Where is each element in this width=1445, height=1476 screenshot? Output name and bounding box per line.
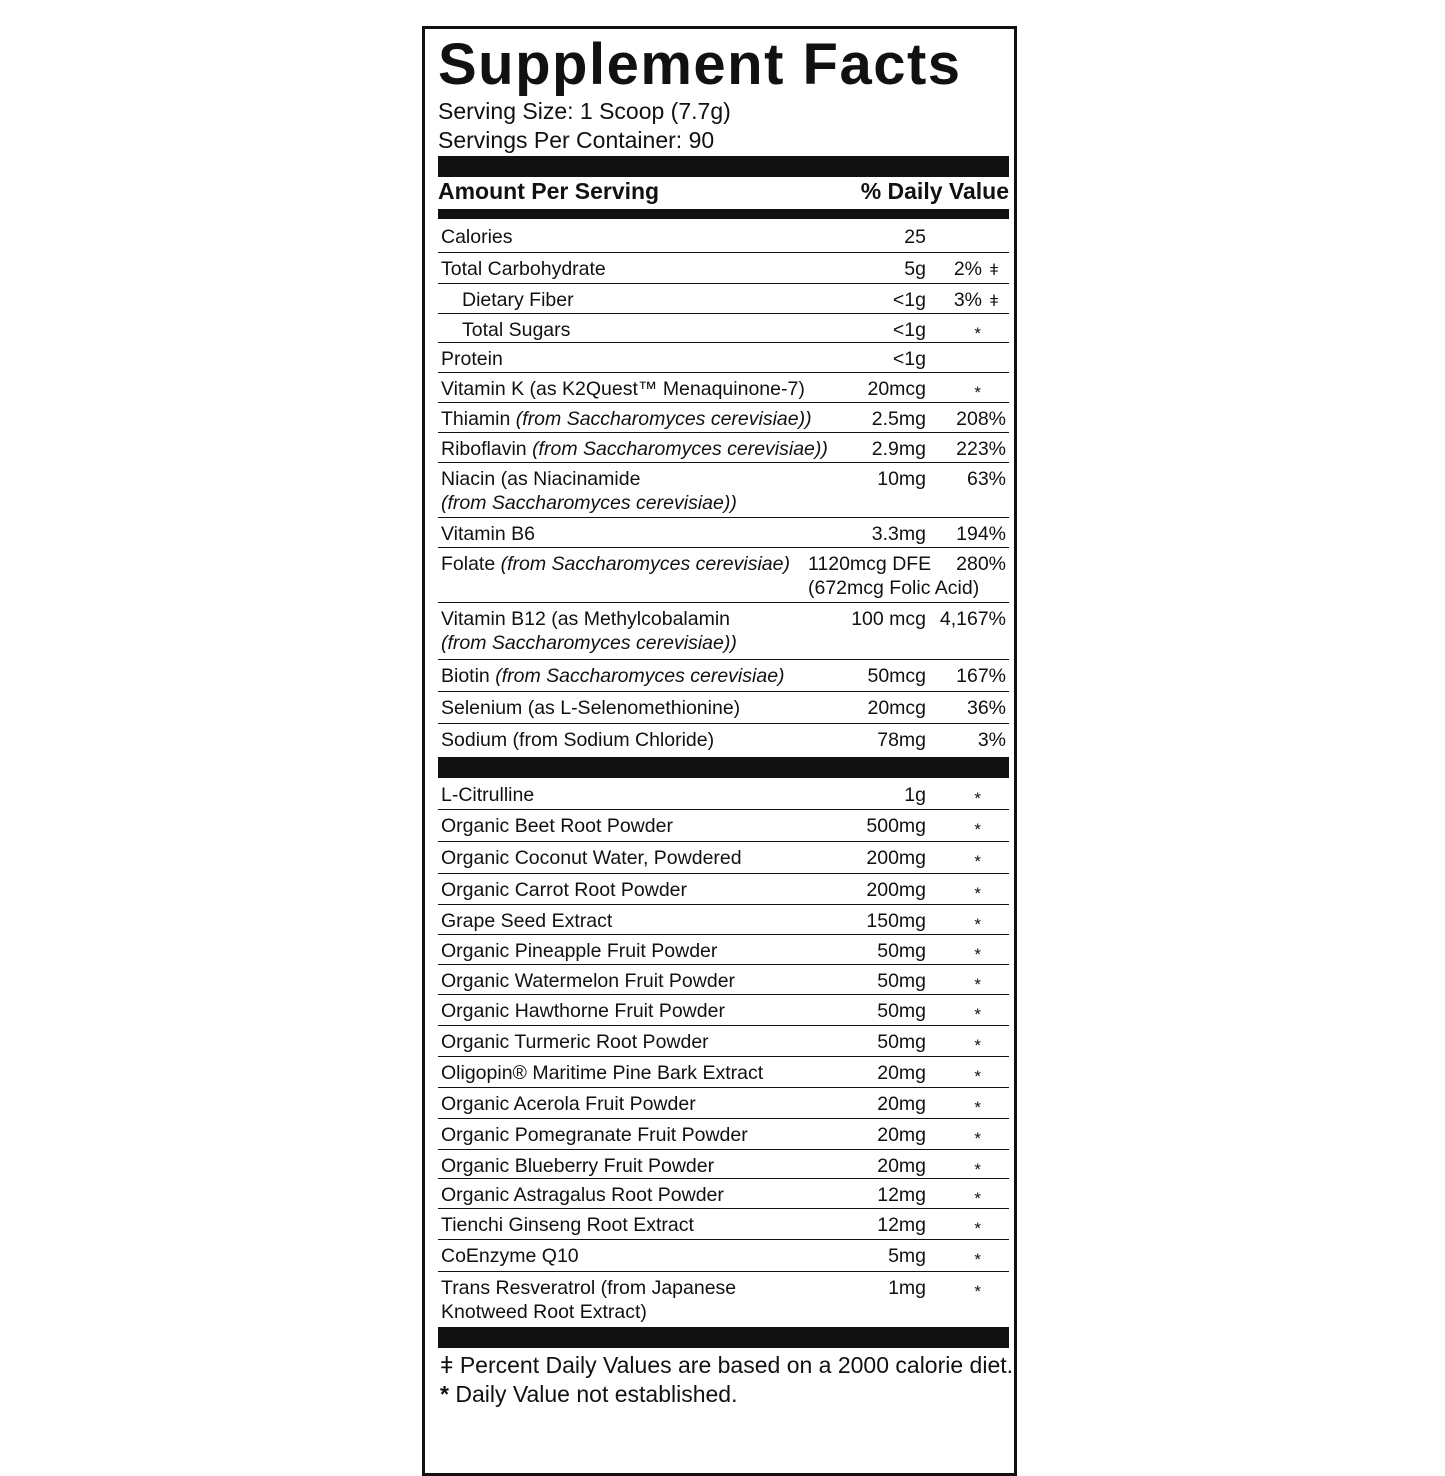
amount-text: 10mg xyxy=(877,468,926,490)
nutrient-name-text: Sodium (from Sodium Chloride) xyxy=(441,729,715,751)
medium-divider xyxy=(438,209,1009,219)
nutrient-amount xyxy=(893,318,926,342)
footnote-text: Percent Daily Values are based on a 2000 calorie diet. xyxy=(459,1352,1014,1378)
nutrient-source: (from Saccharomyces cerevisiae)) xyxy=(441,492,737,514)
dv-text: 3% xyxy=(977,729,1006,751)
nutrient-amount xyxy=(867,696,926,720)
ingredient-name-text: Organic Carrot Root Powder xyxy=(441,879,688,901)
footnote-not-established xyxy=(440,1380,737,1409)
dv-not-established: * xyxy=(974,1005,981,1024)
nutrient-row xyxy=(438,314,1009,343)
ingredient-row xyxy=(438,905,1009,935)
ingredient-name-text: Organic Blueberry Fruit Powder xyxy=(441,1155,715,1177)
ingredient-amount: 1g xyxy=(904,784,926,806)
nutrient-amount xyxy=(904,225,926,249)
nutrient-name xyxy=(462,318,862,342)
nutrient-name xyxy=(441,607,841,655)
ingredient-name xyxy=(441,1123,841,1147)
ingredient-row xyxy=(438,965,1009,995)
ingredient-amount: 20mg xyxy=(877,1155,926,1177)
dv-not-established: * xyxy=(974,852,981,871)
ingredient-name-text: Organic Acerola Fruit Powder xyxy=(441,1093,696,1115)
ingredient-row xyxy=(438,874,1009,905)
amount-text: 3.3mg xyxy=(871,523,926,545)
ingredient-row xyxy=(438,1209,1009,1240)
nutrient-row xyxy=(438,343,1009,373)
daily-value-label: % Daily Value xyxy=(860,178,1009,204)
ingredient-row xyxy=(438,1026,1009,1057)
nutrient-table xyxy=(438,221,1009,758)
dv-text: 2% xyxy=(953,258,982,280)
nutrient-name xyxy=(441,407,841,431)
ingredient-name xyxy=(441,846,841,870)
amount-text: 20mcg xyxy=(867,378,926,400)
dv-not-established: * xyxy=(974,383,981,402)
dv-not-established: * xyxy=(974,1219,981,1238)
nutrient-daily-value xyxy=(956,552,1006,576)
thick-divider xyxy=(438,156,1009,177)
ingredient-amount: 50mg xyxy=(877,1031,926,1053)
amount-text: <1g xyxy=(892,289,926,311)
ingredient-row xyxy=(438,1240,1009,1272)
nutrient-daily-value xyxy=(956,664,1006,688)
ingredient-amount: 50mg xyxy=(877,970,926,992)
ingredient-name xyxy=(441,909,841,933)
nutrient-name-text: Biotin xyxy=(441,665,490,687)
ingredient-name xyxy=(441,1154,841,1178)
ingredient-row xyxy=(438,1179,1009,1209)
ingredient-row xyxy=(438,1150,1009,1179)
nutrient-name-text: Vitamin B6 xyxy=(441,523,535,545)
nutrient-amount xyxy=(851,607,926,631)
amount-text: <1g xyxy=(892,348,926,370)
panel-title: Supplement Facts xyxy=(438,32,962,97)
nutrient-daily-value xyxy=(978,728,1006,752)
ingredient-name-text: Trans Resveratrol (from Japanese xyxy=(441,1277,737,1299)
ingredient-row xyxy=(438,995,1009,1026)
dv-not-established: * xyxy=(974,945,981,964)
dv-not-established: * xyxy=(974,1282,981,1301)
footnote-text: Daily Value not established. xyxy=(455,1381,738,1407)
dv-text: 223% xyxy=(956,438,1006,460)
dv-not-established: * xyxy=(974,1250,981,1269)
ingredient-amount: 500mg xyxy=(866,815,926,837)
amount-text: 78mg xyxy=(877,729,926,751)
ingredient-name xyxy=(441,1183,841,1207)
amount-text: 20mcg xyxy=(867,697,926,719)
dv-not-established: * xyxy=(974,1036,981,1055)
nutrient-amount xyxy=(893,288,926,312)
nutrient-name xyxy=(441,522,841,546)
nutrient-amount xyxy=(877,467,926,491)
nutrient-name xyxy=(441,437,841,461)
ingredient-amount: 12mg xyxy=(877,1214,926,1236)
nutrient-daily-value xyxy=(967,696,1006,720)
nutrient-name-text: Calories xyxy=(441,226,513,248)
ingredient-amount: 1mg xyxy=(888,1277,926,1299)
nutrient-name xyxy=(441,552,841,576)
dv-text: 4,167% xyxy=(939,608,1006,630)
nutrient-source: (from Saccharomyces cerevisiae)) xyxy=(515,408,812,430)
asterisk-mark: * xyxy=(440,1381,449,1407)
nutrient-name-text: Folate xyxy=(441,553,496,575)
ingredient-amount: 200mg xyxy=(866,847,926,869)
nutrient-row xyxy=(438,403,1009,433)
nutrient-name xyxy=(441,664,841,688)
ingredient-name-text: Organic Astragalus Root Powder xyxy=(441,1184,724,1206)
footnote-daily-value xyxy=(440,1351,1013,1380)
nutrient-source: (from Saccharomyces cerevisiae) xyxy=(495,665,785,687)
nutrient-name-text: Total Carbohydrate xyxy=(441,258,606,280)
double-dagger-mark: ǂ xyxy=(440,1352,454,1378)
ingredient-row xyxy=(438,810,1009,842)
dv-text: 3% xyxy=(953,289,982,311)
nutrient-row xyxy=(438,463,1009,518)
nutrient-name-text: Vitamin B12 (as Methylcobalamin xyxy=(441,608,731,630)
nutrient-row xyxy=(438,433,1009,463)
dv-text: 208% xyxy=(956,408,1006,430)
double-dagger-mark: ǂ xyxy=(989,293,999,310)
nutrient-daily-value xyxy=(956,437,1006,461)
amount-per-serving-label: Amount Per Serving xyxy=(438,178,660,204)
nutrient-row xyxy=(438,724,1009,758)
amount-text: 5g xyxy=(904,258,926,280)
amount-text: 1120mcg DFE xyxy=(808,553,932,575)
ingredient-row xyxy=(438,1057,1009,1088)
nutrient-row xyxy=(438,603,1009,660)
nutrient-row xyxy=(438,518,1009,548)
double-dagger-mark: ǂ xyxy=(989,262,999,279)
nutrient-row xyxy=(438,692,1009,724)
ingredient-name-text: Organic Pomegranate Fruit Powder xyxy=(441,1124,748,1146)
nutrient-daily-value xyxy=(956,522,1006,546)
ingredient-name xyxy=(441,878,841,902)
ingredient-name xyxy=(441,1030,841,1054)
amount-text: 25 xyxy=(904,226,926,248)
nutrient-daily-value xyxy=(954,288,1006,314)
ingredient-name-text: Tienchi Ginseng Root Extract xyxy=(441,1214,694,1236)
ingredient-row xyxy=(438,842,1009,874)
nutrient-row xyxy=(438,373,1009,403)
nutrient-name xyxy=(441,377,841,401)
ingredient-amount: 5mg xyxy=(888,1245,926,1267)
amount-text: 2.9mg xyxy=(871,438,926,460)
ingredient-amount: 50mg xyxy=(877,940,926,962)
ingredient-name-text: Organic Beet Root Powder xyxy=(441,815,673,837)
ingredient-name-text: Oligopin® Maritime Pine Bark Extract xyxy=(441,1062,764,1084)
nutrient-daily-value xyxy=(967,467,1006,491)
nutrient-name xyxy=(441,467,841,515)
nutrient-name-text: Dietary Fiber xyxy=(462,289,574,311)
nutrient-source: (from Saccharomyces cerevisiae)) xyxy=(532,438,828,460)
ingredient-row xyxy=(438,1119,1009,1150)
nutrient-source: (from Saccharomyces cerevisiae) xyxy=(500,553,790,575)
ingredient-name-text: Organic Coconut Water, Powdered xyxy=(441,847,742,869)
ingredient-name xyxy=(441,783,841,807)
nutrient-daily-value xyxy=(956,407,1006,431)
nutrient-name xyxy=(441,257,841,281)
nutrient-amount xyxy=(867,664,926,688)
dv-not-established: * xyxy=(974,884,981,903)
nutrient-name-text: Thiamin xyxy=(441,408,511,430)
nutrient-name-text: Vitamin K (as K2Quest™ Menaquinone-7) xyxy=(441,378,805,400)
ingredient-name xyxy=(441,1061,841,1085)
ingredient-name-text: CoEnzyme Q10 xyxy=(441,1245,579,1267)
nutrient-name xyxy=(441,347,841,371)
ingredient-row xyxy=(438,1088,1009,1119)
nutrient-daily-value xyxy=(954,257,1006,283)
ingredient-name xyxy=(441,939,841,963)
nutrient-amount xyxy=(808,552,979,600)
amount-detail: (672mcg Folic Acid) xyxy=(808,577,980,599)
dv-text: 36% xyxy=(966,697,1006,719)
ingredient-amount: 200mg xyxy=(866,879,926,901)
nutrient-row xyxy=(438,548,1009,603)
dv-not-established: * xyxy=(974,1189,981,1208)
nutrient-name xyxy=(441,225,841,249)
dv-text: 63% xyxy=(966,468,1006,490)
ingredient-amount: 20mg xyxy=(877,1124,926,1146)
thick-divider xyxy=(438,757,1009,778)
nutrient-source: (from Saccharomyces cerevisiae)) xyxy=(441,632,737,654)
ingredient-name xyxy=(441,1276,841,1324)
dv-not-established: * xyxy=(974,1098,981,1117)
nutrient-row xyxy=(438,221,1009,253)
amount-text: <1g xyxy=(892,319,926,341)
dv-text: 167% xyxy=(956,665,1006,687)
ingredient-name-text: Organic Turmeric Root Powder xyxy=(441,1031,709,1053)
amount-text: 50mcg xyxy=(867,665,926,687)
thick-divider xyxy=(438,1327,1009,1348)
nutrient-name-text: Total Sugars xyxy=(462,319,571,341)
ingredient-table xyxy=(438,779,1009,1330)
nutrient-name-text: Selenium (as L-Selenomethionine) xyxy=(441,697,741,719)
serving-size: Serving Size: 1 Scoop (7.7g) xyxy=(438,98,731,124)
nutrient-amount xyxy=(872,522,926,546)
dv-not-established: * xyxy=(974,1129,981,1148)
servings-per-container: Servings Per Container: 90 xyxy=(438,127,715,153)
dv-not-established: * xyxy=(974,1067,981,1086)
ingredient-name xyxy=(441,1213,841,1237)
nutrient-amount xyxy=(867,377,926,401)
nutrient-amount xyxy=(872,407,926,431)
ingredient-name-text: Organic Pineapple Fruit Powder xyxy=(441,940,718,962)
nutrient-amount xyxy=(872,437,926,461)
dv-not-established: * xyxy=(974,1160,981,1179)
ingredient-amount: 50mg xyxy=(877,1000,926,1022)
nutrient-amount xyxy=(877,728,926,752)
ingredient-row xyxy=(438,1272,1009,1330)
ingredient-name-text: Grape Seed Extract xyxy=(441,910,613,932)
nutrient-name xyxy=(441,728,841,752)
nutrient-name xyxy=(441,696,841,720)
ingredient-amount: 20mg xyxy=(877,1062,926,1084)
ingredient-name xyxy=(441,1092,841,1116)
ingredient-name-text: Organic Watermelon Fruit Powder xyxy=(441,970,736,992)
nutrient-row xyxy=(438,284,1009,314)
column-header xyxy=(438,176,1009,208)
amount-text: 100 mcg xyxy=(851,608,926,630)
ingredient-name xyxy=(441,999,841,1023)
ingredient-row xyxy=(438,779,1009,810)
dv-not-established: * xyxy=(974,789,981,808)
dv-text: 194% xyxy=(956,523,1006,545)
nutrient-name-text: Riboflavin xyxy=(441,438,527,460)
ingredient-name xyxy=(441,969,841,993)
dv-not-established: * xyxy=(974,975,981,994)
nutrient-name-text: Protein xyxy=(441,348,503,370)
dv-not-established: * xyxy=(974,820,981,839)
ingredient-name xyxy=(441,814,841,838)
nutrient-name-text: Niacin (as Niacinamide xyxy=(441,468,641,490)
nutrient-amount xyxy=(893,347,926,371)
dv-text: 280% xyxy=(956,553,1006,575)
ingredient-amount: 20mg xyxy=(877,1093,926,1115)
nutrient-amount xyxy=(904,257,926,281)
nutrient-row xyxy=(438,660,1009,692)
ingredient-name-text: L-Citrulline xyxy=(441,784,535,806)
ingredient-name-text: Knotweed Root Extract) xyxy=(441,1301,647,1323)
nutrient-daily-value xyxy=(940,607,1006,631)
ingredient-amount: 150mg xyxy=(866,910,926,932)
nutrient-row xyxy=(438,253,1009,284)
dv-not-established: * xyxy=(974,324,981,343)
amount-text: 2.5mg xyxy=(871,408,926,430)
ingredient-amount: 12mg xyxy=(877,1184,926,1206)
ingredient-row xyxy=(438,935,1009,965)
ingredient-name xyxy=(441,1244,841,1268)
nutrient-name xyxy=(462,288,862,312)
dv-not-established: * xyxy=(974,915,981,934)
ingredient-name-text: Organic Hawthorne Fruit Powder xyxy=(441,1000,725,1022)
